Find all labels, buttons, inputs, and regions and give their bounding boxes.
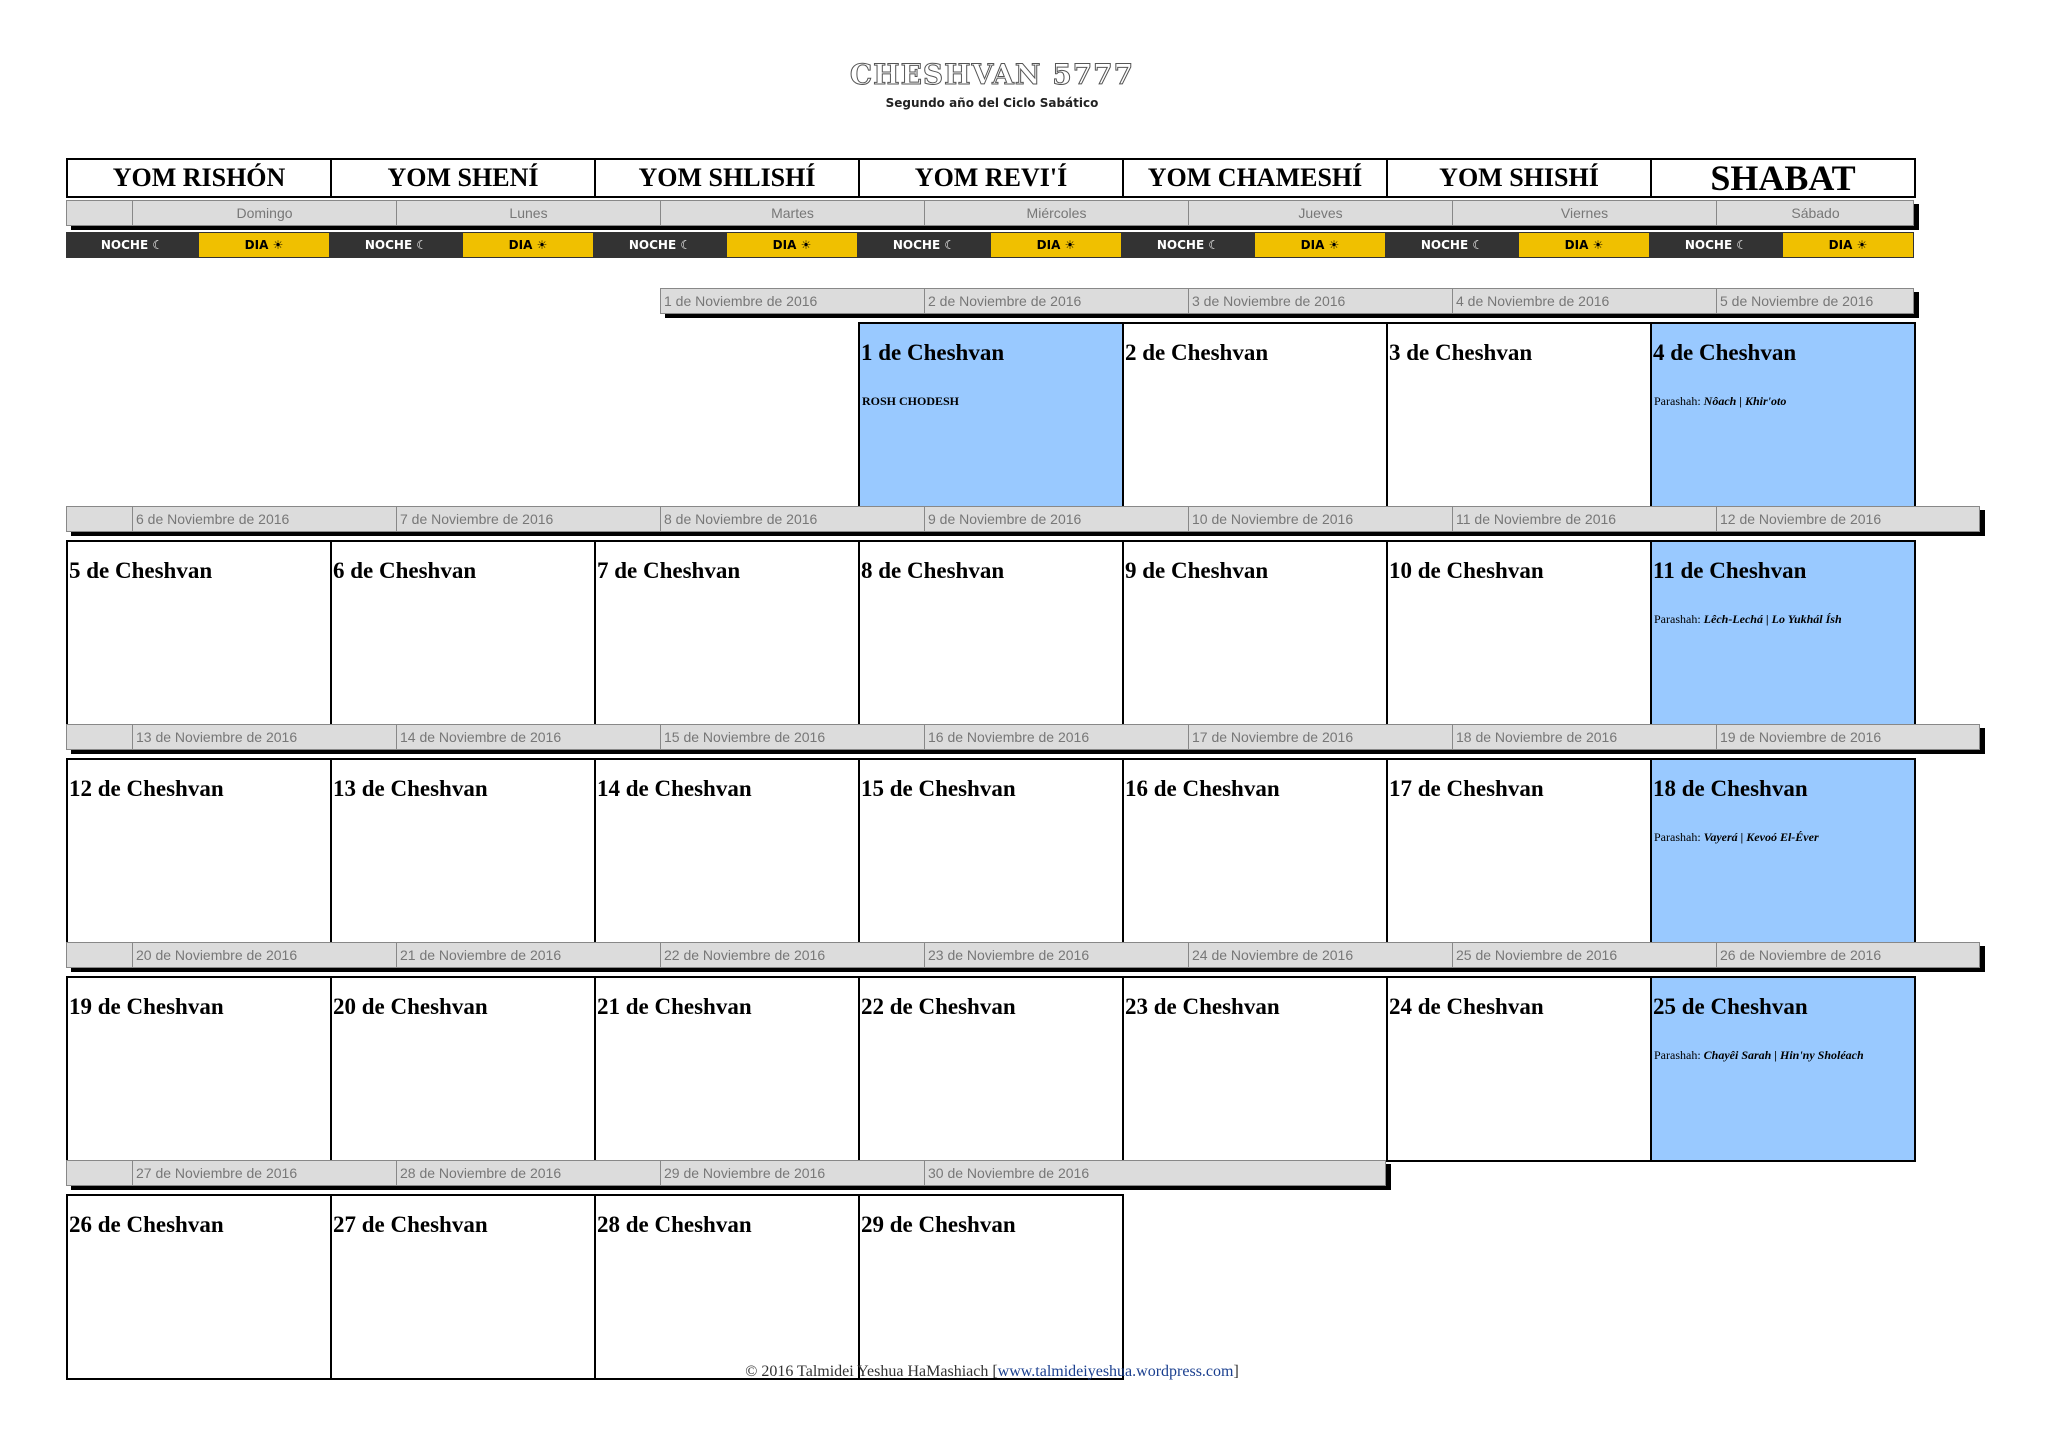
parashah-note xyxy=(1654,394,1786,409)
gregorian-date: 4 de Noviembre de 2016 xyxy=(1452,288,1716,314)
hebrew-date: 11 de Cheshvan xyxy=(1653,558,1807,583)
hebrew-date: 25 de Cheshvan xyxy=(1653,994,1808,1019)
noche-label: NOCHE ☾ xyxy=(858,232,990,258)
weekday-header: YOM CHAMESHÍ xyxy=(1122,158,1388,198)
hebrew-date: 20 de Cheshvan xyxy=(333,994,488,1019)
gregorian-date: 23 de Noviembre de 2016 xyxy=(924,942,1188,968)
hebrew-date: 13 de Cheshvan xyxy=(333,776,488,801)
dia-label: DIA ☀ xyxy=(726,232,858,258)
day-cell[interactable] xyxy=(66,758,332,944)
gregorian-date: 29 de Noviembre de 2016 xyxy=(660,1160,924,1186)
gregorian-date: 10 de Noviembre de 2016 xyxy=(1188,506,1452,532)
hebrew-date: 12 de Cheshvan xyxy=(69,776,224,801)
gregorian-date: 18 de Noviembre de 2016 xyxy=(1452,724,1716,750)
hebrew-date: 6 de Cheshvan xyxy=(333,558,477,583)
day-cell[interactable] xyxy=(1650,758,1916,944)
hebrew-date: 3 de Cheshvan xyxy=(1389,340,1533,365)
gregorian-date: 6 de Noviembre de 2016 xyxy=(132,506,396,532)
parashah-note xyxy=(1654,1048,1864,1063)
dia-label: DIA ☀ xyxy=(1782,232,1914,258)
gregorian-date: 2 de Noviembre de 2016 xyxy=(924,288,1188,314)
day-cell[interactable] xyxy=(858,540,1124,726)
hebrew-date: 8 de Cheshvan xyxy=(861,558,1005,583)
gregorian-date: 11 de Noviembre de 2016 xyxy=(1452,506,1716,532)
dia-label: DIA ☀ xyxy=(990,232,1122,258)
parashah-note xyxy=(1654,830,1819,845)
parashah-name: Chayêi Sarah | Hin'ny Sholéach xyxy=(1703,1048,1864,1062)
parashah-name: Nôach | Khir'oto xyxy=(1703,394,1787,408)
gregorian-date: 27 de Noviembre de 2016 xyxy=(132,1160,396,1186)
hebrew-date: 24 de Cheshvan xyxy=(1389,994,1544,1019)
weekday-header: YOM SHLISHÍ xyxy=(594,158,860,198)
hebrew-date: 2 de Cheshvan xyxy=(1125,340,1269,365)
day-cell[interactable] xyxy=(594,540,860,726)
day-cell[interactable] xyxy=(594,976,860,1162)
hebrew-date: 5 de Cheshvan xyxy=(69,558,213,583)
day-cell[interactable] xyxy=(1650,540,1916,726)
hebrew-date: 19 de Cheshvan xyxy=(69,994,224,1019)
day-cell[interactable] xyxy=(330,976,596,1162)
parashah-label: Parashah: xyxy=(1654,394,1701,408)
gregorian-date: 17 de Noviembre de 2016 xyxy=(1188,724,1452,750)
calendar-title: CHESHVAN 5777 xyxy=(849,58,1135,91)
footer-copyright: © 2016 Talmidei Yeshua HaMashiach [ xyxy=(745,1363,998,1380)
day-cell[interactable] xyxy=(858,758,1124,944)
day-cell[interactable] xyxy=(1122,540,1388,726)
weekday-header: YOM REVI'Í xyxy=(858,158,1124,198)
weekday-header: YOM SHISHÍ xyxy=(1386,158,1652,198)
weekday-header: SHABAT xyxy=(1650,158,1916,198)
hebrew-date: 15 de Cheshvan xyxy=(861,776,1016,801)
day-cell[interactable] xyxy=(330,758,596,944)
weekday-name: Domingo xyxy=(132,200,396,226)
weekday-name: Miércoles xyxy=(924,200,1188,226)
gregorian-date: 5 de Noviembre de 2016 xyxy=(1716,288,1914,314)
hebrew-date: 16 de Cheshvan xyxy=(1125,776,1280,801)
day-cell[interactable] xyxy=(66,976,332,1162)
hebrew-date: 28 de Cheshvan xyxy=(597,1212,752,1237)
day-cell[interactable] xyxy=(66,1194,332,1380)
footer xyxy=(0,1363,1984,1381)
parashah-note xyxy=(1654,612,1842,627)
day-cell[interactable] xyxy=(1650,976,1916,1162)
hebrew-date: 18 de Cheshvan xyxy=(1653,776,1808,801)
hebrew-date: 1 de Cheshvan xyxy=(861,340,1005,365)
gregorian-date: 19 de Noviembre de 2016 xyxy=(1716,724,1914,750)
noche-label: NOCHE ☾ xyxy=(66,232,198,258)
hebrew-date: 21 de Cheshvan xyxy=(597,994,752,1019)
day-cell[interactable] xyxy=(594,758,860,944)
parashah-label: Parashah: xyxy=(1654,612,1701,626)
day-cell[interactable] xyxy=(1122,976,1388,1162)
dia-label: DIA ☀ xyxy=(198,232,330,258)
day-cell[interactable] xyxy=(1122,322,1388,508)
noche-label: NOCHE ☾ xyxy=(594,232,726,258)
weekday-name: Sábado xyxy=(1716,200,1914,226)
hebrew-date: 26 de Cheshvan xyxy=(69,1212,224,1237)
day-cell[interactable] xyxy=(1386,758,1652,944)
hebrew-date: 4 de Cheshvan xyxy=(1653,340,1797,365)
weekday-name: Martes xyxy=(660,200,924,226)
gregorian-date: 8 de Noviembre de 2016 xyxy=(660,506,924,532)
gregorian-date: 21 de Noviembre de 2016 xyxy=(396,942,660,968)
footer-bracket: ] xyxy=(1233,1363,1239,1380)
hebrew-date: 22 de Cheshvan xyxy=(861,994,1016,1019)
noche-label: NOCHE ☾ xyxy=(1386,232,1518,258)
day-cell[interactable] xyxy=(858,1194,1124,1380)
weekday-header: YOM SHENÍ xyxy=(330,158,596,198)
calendar-grid xyxy=(66,158,1914,1348)
noche-label: NOCHE ☾ xyxy=(1122,232,1254,258)
hebrew-date: 10 de Cheshvan xyxy=(1389,558,1544,583)
dia-label: DIA ☀ xyxy=(462,232,594,258)
gregorian-date: 22 de Noviembre de 2016 xyxy=(660,942,924,968)
gregorian-date: 13 de Noviembre de 2016 xyxy=(132,724,396,750)
calendar-subtitle: Segundo año del Ciclo Sabático xyxy=(885,96,1099,110)
dia-label: DIA ☀ xyxy=(1254,232,1386,258)
weekday-name: Viernes xyxy=(1452,200,1716,226)
day-cell[interactable] xyxy=(1386,540,1652,726)
weekday-name: Lunes xyxy=(396,200,660,226)
parashah-name: Lêch-Lechá | Lo Yukhál Ísh xyxy=(1703,612,1842,626)
gregorian-date: 12 de Noviembre de 2016 xyxy=(1716,506,1914,532)
gregorian-date: 1 de Noviembre de 2016 xyxy=(660,288,924,314)
noche-label: NOCHE ☾ xyxy=(1650,232,1782,258)
day-cell[interactable] xyxy=(1386,322,1652,508)
day-cell[interactable] xyxy=(858,976,1124,1162)
day-cell[interactable] xyxy=(330,540,596,726)
gregorian-date: 14 de Noviembre de 2016 xyxy=(396,724,660,750)
gregorian-date: 3 de Noviembre de 2016 xyxy=(1188,288,1452,314)
weekday-name: Jueves xyxy=(1188,200,1452,226)
hebrew-date: 14 de Cheshvan xyxy=(597,776,752,801)
hebrew-date: 27 de Cheshvan xyxy=(333,1212,488,1237)
day-cell[interactable] xyxy=(330,1194,596,1380)
gregorian-date: 16 de Noviembre de 2016 xyxy=(924,724,1188,750)
parashah-label: Parashah: xyxy=(1654,1048,1701,1062)
hebrew-date: 29 de Cheshvan xyxy=(861,1212,1016,1237)
dia-label: DIA ☀ xyxy=(1518,232,1650,258)
parashah-label: Parashah: xyxy=(1654,830,1701,844)
day-cell[interactable] xyxy=(594,1194,860,1380)
day-cell[interactable] xyxy=(66,540,332,726)
parashah-name: Vayerá | Kevoó El-Éver xyxy=(1703,830,1819,844)
hebrew-date: 9 de Cheshvan xyxy=(1125,558,1269,583)
noche-label: NOCHE ☾ xyxy=(330,232,462,258)
weekday-header: YOM RISHÓN xyxy=(66,158,332,198)
footer-link[interactable]: www.talmideiyeshua.wordpress.com xyxy=(997,1363,1234,1380)
hebrew-date: 7 de Cheshvan xyxy=(597,558,741,583)
gregorian-date: 24 de Noviembre de 2016 xyxy=(1188,942,1452,968)
day-cell[interactable] xyxy=(1650,322,1916,508)
day-cell[interactable] xyxy=(1386,976,1652,1162)
gregorian-date: 15 de Noviembre de 2016 xyxy=(660,724,924,750)
gregorian-date: 9 de Noviembre de 2016 xyxy=(924,506,1188,532)
gregorian-date: 20 de Noviembre de 2016 xyxy=(132,942,396,968)
gregorian-date: 30 de Noviembre de 2016 xyxy=(924,1160,1188,1186)
holiday-note: ROSH CHODESH xyxy=(862,394,960,408)
hebrew-date: 17 de Cheshvan xyxy=(1389,776,1544,801)
day-cell[interactable] xyxy=(858,322,1124,508)
day-cell[interactable] xyxy=(1122,758,1388,944)
gregorian-date: 7 de Noviembre de 2016 xyxy=(396,506,660,532)
hebrew-date: 23 de Cheshvan xyxy=(1125,994,1280,1019)
gregorian-date: 26 de Noviembre de 2016 xyxy=(1716,942,1914,968)
gregorian-date: 25 de Noviembre de 2016 xyxy=(1452,942,1716,968)
gregorian-date: 28 de Noviembre de 2016 xyxy=(396,1160,660,1186)
